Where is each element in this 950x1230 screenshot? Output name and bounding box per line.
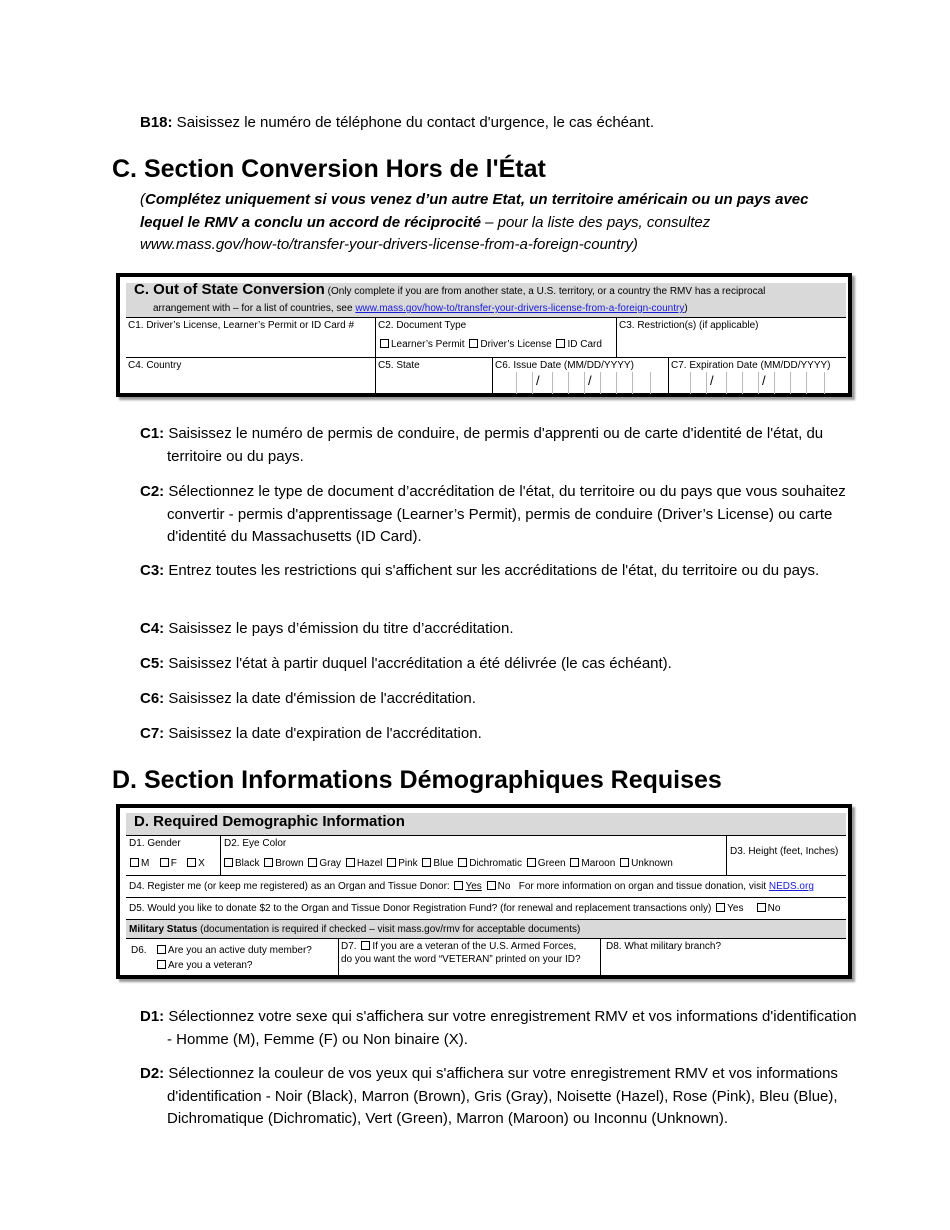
eye-brown-label: Brown <box>275 858 304 869</box>
gender-options <box>128 858 205 870</box>
date-tick <box>774 372 775 394</box>
d7-question-1: If you are a veteran of the U.S. Armed Forces, <box>372 941 577 952</box>
divider <box>126 835 846 836</box>
form-d-title: D. Required Demographic Information <box>134 813 405 830</box>
required-demographic-form <box>116 804 852 979</box>
eye-black-label: Black <box>235 858 260 869</box>
id-card-label: ID Card <box>567 339 602 350</box>
c3-paragraph <box>140 560 860 583</box>
date-tick <box>600 372 601 394</box>
c7-field-label: C7. Expiration Date (MM/DD/YYYY) <box>671 360 831 371</box>
military-status-label: Military Status <box>129 924 198 935</box>
divider <box>126 938 846 939</box>
b18-paragraph <box>140 112 654 135</box>
c6-text: Saisissez la date d'émission de l'accréditation. <box>164 690 476 707</box>
donate-no-label: No <box>767 903 781 914</box>
d4-row <box>129 881 814 893</box>
donate-yes-checkbox[interactable] <box>716 903 725 912</box>
section-c-heading: C. Section Conversion Hors de l'État <box>112 155 546 183</box>
neds-link[interactable]: NEDS.org <box>768 881 814 892</box>
drivers-license-label: Driver’s License <box>480 339 552 350</box>
c4-text: Saisissez le pays d’émission du titre d’accréditation. <box>164 620 514 637</box>
d1-label: D1: <box>140 1008 165 1025</box>
divider <box>126 875 846 876</box>
c2-options <box>378 339 602 351</box>
date-tick <box>824 372 825 394</box>
c2-text: Sélectionnez le type de document d’accréditation de l'état, du territoire ou du pays que vous souhaitez convertir - permis d'apprentissage (Learner’s Permit), permis de conduire (Driver’s License) ou carte d'identité du Massachusetts (ID Card). <box>164 483 846 545</box>
d5-field-label: D5. Would you like to donate $2 to the Organ and Tissue Donor Registration Fund? (for renewal and replacement transactions only) <box>129 903 712 914</box>
c2-paragraph <box>140 481 860 549</box>
learners-permit-label: Learner’s Permit <box>391 339 465 350</box>
eye-color-options <box>222 858 673 870</box>
divider <box>726 835 727 875</box>
eye-maroon-label: Maroon <box>581 858 616 869</box>
section-d-heading: D. Section Informations Démographiques Requises <box>112 766 722 794</box>
form-c-subtitle: (Only complete if you are from another state, a U.S. territory, or a country the RMV has a reciprocal <box>324 286 766 297</box>
form-c-subtitle2: arrangement with – for a list of countries, see <box>153 303 356 314</box>
note-open: ( <box>140 191 145 208</box>
eye-black-checkbox[interactable] <box>224 858 233 867</box>
date-slash: / <box>536 373 540 388</box>
c1-text: Saisissez le numéro de permis de conduire, de permis d'apprenti ou de carte d'identité de l'état, du territoire ou du pays. <box>164 425 824 465</box>
date-tick <box>632 372 633 394</box>
c5-field-label: C5. State <box>378 360 420 371</box>
eye-blue-label: Blue <box>433 858 454 869</box>
donate-yes-label: Yes <box>727 903 744 914</box>
donate-no-checkbox[interactable] <box>757 903 766 912</box>
date-tick <box>552 372 553 394</box>
date-tick <box>806 372 807 394</box>
d1-field-label: D1. Gender <box>129 838 181 849</box>
divider <box>492 357 493 394</box>
gender-f-checkbox[interactable] <box>160 858 169 867</box>
c7-text: Saisissez la date d'expiration de l'accréditation. <box>164 725 482 742</box>
date-tick <box>584 372 585 394</box>
divider <box>126 357 846 358</box>
d8-field-label: D8. What military branch? <box>606 941 722 952</box>
eye-gray-checkbox[interactable] <box>308 858 317 867</box>
eye-dichromatic-label: Dichromatic <box>469 858 523 869</box>
form-c-subtitle-line <box>153 303 688 315</box>
c2-field-label: C2. Document Type <box>378 320 467 331</box>
divider <box>600 938 601 976</box>
organ-donor-yes-checkbox[interactable] <box>454 881 463 890</box>
c1-label: C1: <box>140 425 165 442</box>
eye-pink-label: Pink <box>398 858 418 869</box>
date-slash: / <box>762 373 766 388</box>
d2-label: D2: <box>140 1065 165 1082</box>
date-tick <box>690 372 691 394</box>
note-rest: – pour la liste des pays, consultez www.mass.gov/how-to/transfer-your-drivers-license-from-a-foreign-country) <box>140 213 711 253</box>
eye-green-label: Green <box>537 858 566 869</box>
c2-label: C2: <box>140 483 165 500</box>
d1-text: Sélectionnez votre sexe qui s'affichera sur votre enregistrement RMV et vos informations d'identification - Homme (M), Femme (F) ou Non binaire (X). <box>164 1008 857 1048</box>
divider <box>668 357 669 394</box>
c1-paragraph <box>140 423 860 468</box>
divider <box>220 835 221 875</box>
c5-text: Saisissez l'état à partir duquel l'accréditation a été délivrée (le cas échéant). <box>164 655 672 672</box>
eye-green-checkbox[interactable] <box>527 858 536 867</box>
date-tick <box>532 372 533 394</box>
c3-label: C3: <box>140 562 165 579</box>
eye-unknown-checkbox[interactable] <box>620 858 629 867</box>
eye-hazel-label: Hazel <box>356 858 383 869</box>
divider <box>338 938 339 976</box>
eye-maroon-checkbox[interactable] <box>570 858 579 867</box>
date-slash: / <box>710 373 714 388</box>
divider <box>616 317 617 357</box>
c7-label: C7: <box>140 725 165 742</box>
d4-more-info: For more information on organ and tissue donation, visit <box>518 881 767 892</box>
eye-gray-label: Gray <box>319 858 342 869</box>
gender-m-checkbox[interactable] <box>130 858 139 867</box>
form-c-title: C. Out of State Conversion <box>134 281 325 298</box>
divider <box>375 317 376 394</box>
eye-brown-checkbox[interactable] <box>264 858 273 867</box>
c3-field-label: C3. Restriction(s) (if applicable) <box>619 320 759 331</box>
out-of-state-conversion-form <box>116 273 852 397</box>
active-duty-label: Are you an active duty member? <box>167 945 312 956</box>
section-c-note <box>140 189 840 257</box>
veteran-checkbox[interactable] <box>157 960 166 969</box>
c6-field-label: C6. Issue Date (MM/DD/YYYY) <box>495 360 634 371</box>
form-c-title-line <box>134 281 766 298</box>
date-tick <box>568 372 569 394</box>
eye-pink-checkbox[interactable] <box>387 858 396 867</box>
note-bold: Complétez uniquement si vous venez d’un autre Etat, un territoire américain ou un pays avec lequel le RMV a conclu un accord de réciprocité <box>140 191 809 231</box>
veteran-print-checkbox[interactable] <box>361 941 370 950</box>
eye-hazel-checkbox[interactable] <box>346 858 355 867</box>
b18-label: B18: <box>140 114 173 131</box>
c4-paragraph <box>140 618 860 641</box>
organ-donor-no-label: No <box>497 881 511 892</box>
d2-text: Sélectionnez la couleur de vos yeux qui s'affichera sur votre enregistrement RMV et vos informations d'identification - Noir (Black), Marron (Brown), Gris (Gray), Noisette (Hazel), Rose (Pink), Bleu (Blue), Dichromatique (Dichromatic), Vert (Green), Marron (Maroon) ou Inconnu (Unknown). <box>164 1065 838 1127</box>
eye-blue-checkbox[interactable] <box>422 858 431 867</box>
drivers-license-checkbox[interactable] <box>469 339 478 348</box>
military-status-note: (documentation is required if checked – visit mass.gov/rmv for acceptable documents) <box>197 924 581 935</box>
form-c-link[interactable]: www.mass.gov/how-to/transfer-your-drivers-license-from-a-foreign-country <box>355 303 685 314</box>
gender-f-label: F <box>170 858 177 869</box>
date-tick <box>790 372 791 394</box>
c6-label: C6: <box>140 690 165 707</box>
learners-permit-checkbox[interactable] <box>380 339 389 348</box>
d7-question-2: do you want the word “VETERAN” printed on your ID? <box>341 954 581 965</box>
date-slash: / <box>588 373 592 388</box>
c3-text: Entrez toutes les restrictions qui s'affichent sur les accréditations de l'état, du territoire ou du pays. <box>164 562 820 579</box>
d3-field-label: D3. Height (feet, Inches) <box>730 846 839 857</box>
gender-x-checkbox[interactable] <box>187 858 196 867</box>
date-tick <box>742 372 743 394</box>
c5-paragraph <box>140 653 860 676</box>
form-c-close: ) <box>684 303 688 314</box>
active-duty-checkbox[interactable] <box>157 945 166 954</box>
id-card-checkbox[interactable] <box>556 339 565 348</box>
d7-line1 <box>341 941 576 953</box>
d5-row <box>129 903 780 915</box>
d6-line1 <box>131 945 312 957</box>
military-status-line <box>129 924 580 936</box>
date-tick <box>616 372 617 394</box>
date-tick <box>650 372 651 394</box>
divider <box>126 897 846 898</box>
gender-m-label: M <box>141 858 150 869</box>
d7-field-label: D7. <box>341 941 357 952</box>
c7-paragraph <box>140 723 860 746</box>
d6-field-label: D6. <box>131 945 147 956</box>
veteran-label: Are you a veteran? <box>168 960 253 971</box>
d2-paragraph <box>140 1063 840 1131</box>
d6-line2 <box>155 960 253 972</box>
c5-label: C5: <box>140 655 165 672</box>
c4-label: C4: <box>140 620 165 637</box>
organ-donor-no-checkbox[interactable] <box>487 881 496 890</box>
d1-paragraph <box>140 1006 860 1051</box>
divider <box>126 317 846 318</box>
date-tick <box>706 372 707 394</box>
c1-field-label: C1. Driver’s License, Learner’s Permit or ID Card # <box>128 320 355 331</box>
c4-field-label: C4. Country <box>128 360 182 371</box>
eye-unknown-label: Unknown <box>631 858 673 869</box>
d4-field-label: D4. Register me (or keep me registered) as an Organ and Tissue Donor: <box>129 881 450 892</box>
divider <box>126 919 846 920</box>
b18-text: Saisissez le numéro de téléphone du contact d'urgence, le cas échéant. <box>172 114 655 131</box>
gender-x-label: X <box>198 858 205 869</box>
d2-field-label: D2. Eye Color <box>224 838 287 849</box>
date-tick <box>516 372 517 394</box>
eye-dichromatic-checkbox[interactable] <box>458 858 467 867</box>
organ-donor-yes-label: Yes <box>465 881 482 892</box>
date-tick <box>726 372 727 394</box>
date-tick <box>758 372 759 394</box>
c6-paragraph <box>140 688 860 711</box>
